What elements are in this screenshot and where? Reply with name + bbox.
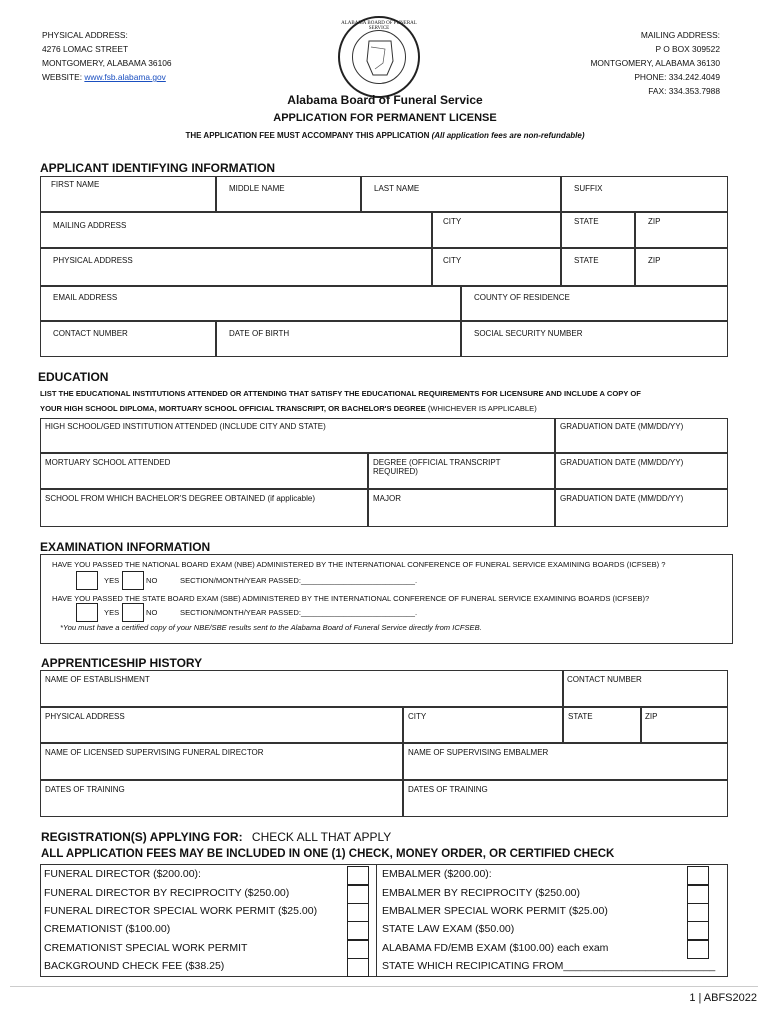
embalmer-checkbox[interactable] bbox=[687, 866, 709, 885]
first-name-field[interactable] bbox=[40, 176, 216, 212]
training-dates-label: DATES OF TRAINING bbox=[45, 785, 125, 794]
education-instructions-bold: YOUR HIGH SCHOOL DIPLOMA, MORTUARY SCHOOL OFFICIAL TRANSCRIPT, OR BACHELOR'S DEGREE bbox=[40, 404, 426, 413]
apprentice-address-field[interactable] bbox=[40, 707, 403, 743]
high-school-label: HIGH SCHOOL/GED INSTITUTION ATTENDED (INCLUDE CITY AND STATE) bbox=[45, 422, 326, 431]
apprentice-zip-field[interactable] bbox=[641, 707, 728, 743]
form-title: APPLICATION FOR PERMANENT LICENSE bbox=[273, 112, 497, 124]
board-title: Alabama Board of Funeral Service bbox=[287, 93, 483, 107]
sbe-no-checkbox[interactable] bbox=[122, 603, 144, 622]
city-label: CITY bbox=[443, 256, 462, 265]
reg-option-right: EMBALMER ($200.00): bbox=[382, 868, 492, 880]
registration-heading bbox=[41, 830, 391, 844]
reg-option-right: EMBALMER SPECIAL WORK PERMIT ($25.00) bbox=[382, 905, 608, 917]
emb-reciprocity-checkbox[interactable] bbox=[687, 885, 709, 904]
reg-option-right: STATE LAW EXAM ($50.00) bbox=[382, 923, 515, 935]
apprentice-address-label: PHYSICAL ADDRESS bbox=[45, 712, 125, 721]
establishment-field[interactable] bbox=[40, 670, 563, 707]
mailing-zip-field[interactable] bbox=[635, 212, 728, 248]
cremationist-checkbox[interactable] bbox=[347, 921, 369, 940]
training-dates-label: DATES OF TRAINING bbox=[408, 785, 488, 794]
middle-name-field[interactable] bbox=[216, 176, 361, 212]
website-label: WEBSITE: bbox=[42, 72, 85, 82]
sbe-passed-field[interactable]: SECTION/MONTH/YEAR PASSED:___________________________. bbox=[180, 608, 418, 617]
zip-label: ZIP bbox=[648, 217, 661, 226]
mailing-state-field[interactable] bbox=[561, 212, 635, 248]
hs-grad-date-field[interactable] bbox=[555, 418, 728, 453]
funeral-director-checkbox[interactable] bbox=[347, 866, 369, 885]
director-training-dates-field[interactable] bbox=[40, 780, 403, 817]
reg-option-left: CREMATIONIST ($100.00) bbox=[44, 923, 171, 935]
physical-state-field[interactable] bbox=[561, 248, 635, 286]
high-school-field[interactable] bbox=[40, 418, 555, 453]
physical-address-field[interactable] bbox=[40, 248, 432, 286]
bachelor-school-field[interactable] bbox=[40, 489, 368, 527]
mailing-city-field[interactable] bbox=[432, 212, 561, 248]
sbe-question: HAVE YOU PASSED THE STATE BOARD EXAM (SBE) ADMINISTERED BY THE INTERNATIONAL CONFERENCE OF FUNERAL SERVICE EXAMINING BOARDS (ICFSEB)? bbox=[52, 594, 650, 603]
physical-city-field[interactable] bbox=[432, 248, 561, 286]
seal-text: ALABAMA BOARD OF FUNERAL SERVICE bbox=[341, 21, 417, 31]
cremationist-permit-checkbox[interactable] bbox=[347, 940, 369, 959]
contact-number-field[interactable] bbox=[40, 321, 216, 357]
ssn-label: SOCIAL SECURITY NUMBER bbox=[474, 329, 583, 338]
fd-emb-exam-checkbox[interactable] bbox=[687, 940, 709, 959]
applicant-section-title: APPLICANT IDENTIFYING INFORMATION bbox=[40, 161, 276, 175]
zip-label: ZIP bbox=[648, 256, 661, 265]
emb-special-permit-checkbox[interactable] bbox=[687, 903, 709, 922]
fee-note-text: THE APPLICATION FEE MUST ACCOMPANY THIS APPLICATION bbox=[185, 131, 430, 140]
registration-divider bbox=[376, 864, 377, 977]
state-law-exam-checkbox[interactable] bbox=[687, 921, 709, 940]
reg-option-left: FUNERAL DIRECTOR ($200.00): bbox=[44, 868, 201, 880]
check-all-note: CHECK ALL THAT APPLY bbox=[251, 830, 392, 844]
education-instructions-2 bbox=[40, 404, 537, 413]
ssn-field[interactable] bbox=[461, 321, 728, 357]
exam-note: *You must have a certified copy of your NBE/SBE results sent to the Alabama Board of Funeral Service directly from ICFSEB. bbox=[60, 623, 482, 632]
nbe-no-checkbox[interactable] bbox=[122, 571, 144, 590]
county-label: COUNTY OF RESIDENCE bbox=[474, 293, 570, 302]
mailing-address-block bbox=[590, 28, 720, 98]
city-label: CITY bbox=[443, 217, 462, 226]
apprentice-contact-label: CONTACT NUMBER bbox=[567, 675, 642, 684]
nbe-yes-checkbox[interactable] bbox=[76, 571, 98, 590]
website-line bbox=[42, 70, 172, 84]
state-label: STATE bbox=[574, 256, 599, 265]
bachelor-grad-date-field[interactable] bbox=[555, 489, 728, 527]
footer-rule bbox=[10, 986, 758, 987]
nbe-no-label: NO bbox=[146, 576, 158, 585]
bachelor-school-label: SCHOOL FROM WHICH BACHELOR'S DEGREE OBTAINED (if applicable) bbox=[45, 494, 316, 503]
establishment-label: NAME OF ESTABLISHMENT bbox=[45, 675, 150, 684]
reg-option-right[interactable]: STATE WHICH RECIPICATING FROM__________________________ bbox=[382, 960, 716, 972]
education-section-title: EDUCATION bbox=[38, 370, 109, 384]
grad-date-label: GRADUATION DATE (MM/DD/YY) bbox=[560, 458, 684, 467]
education-instructions-note: (WHICHEVER IS APPLICABLE) bbox=[427, 404, 537, 413]
education-instructions-1: LIST THE EDUCATIONAL INSTITUTIONS ATTENDED OR ATTENDING THAT SATISFY THE EDUCATIONAL REQUIREMENTS FOR LICENSURE AND INCLUDE A COPY OF bbox=[40, 389, 641, 398]
first-name-label: FIRST NAME bbox=[51, 180, 100, 189]
degree-label: DEGREE (OFFICIAL TRANSCRIPT REQUIRED) bbox=[373, 458, 501, 476]
reg-option-right: ALABAMA FD/EMB EXAM ($100.00) each exam bbox=[382, 942, 609, 954]
supervising-embalmer-label: NAME OF SUPERVISING EMBALMER bbox=[408, 748, 549, 757]
sbe-yes-label: YES bbox=[104, 608, 120, 617]
reg-option-right: EMBALMER BY RECIPROCITY ($250.00) bbox=[382, 887, 581, 899]
apprentice-state-label: STATE bbox=[568, 712, 593, 721]
grad-date-label: GRADUATION DATE (MM/DD/YY) bbox=[560, 494, 684, 503]
email-field[interactable] bbox=[40, 286, 461, 321]
physical-zip-field[interactable] bbox=[635, 248, 728, 286]
fd-reciprocity-checkbox[interactable] bbox=[347, 885, 369, 904]
grad-date-label: GRADUATION DATE (MM/DD/YY) bbox=[560, 422, 684, 431]
physical-address-line: 4276 LOMAC STREET bbox=[42, 44, 129, 54]
reg-option-left: BACKGROUND CHECK FEE ($38.25) bbox=[44, 960, 225, 972]
major-field[interactable] bbox=[368, 489, 555, 527]
mortuary-school-field[interactable] bbox=[40, 453, 368, 489]
seal-map bbox=[352, 30, 406, 84]
sbe-yes-checkbox[interactable] bbox=[76, 603, 98, 622]
page-number: 1 | ABFS2022 bbox=[689, 992, 757, 1004]
dob-field[interactable] bbox=[216, 321, 461, 357]
state-label: STATE bbox=[574, 217, 599, 226]
nbe-yes-label: YES bbox=[104, 576, 120, 585]
major-label: MAJOR bbox=[373, 494, 401, 503]
fee-note bbox=[0, 131, 770, 140]
fee-note-italic: (All application fees are non-refundable) bbox=[431, 131, 585, 140]
embalmer-training-dates-field[interactable] bbox=[403, 780, 728, 817]
middle-name-label: MIDDLE NAME bbox=[229, 184, 285, 193]
last-name-field[interactable] bbox=[361, 176, 561, 212]
mailing-line: P O BOX 309522 bbox=[655, 44, 720, 54]
mailing-line: MAILING ADDRESS: bbox=[640, 30, 720, 40]
supervising-director-label: NAME OF LICENSED SUPERVISING FUNERAL DIRECTOR bbox=[45, 748, 264, 757]
mailing-address-field[interactable] bbox=[40, 212, 432, 248]
apprentice-city-field[interactable] bbox=[403, 707, 563, 743]
reg-option-left: FUNERAL DIRECTOR BY RECIPROCITY ($250.00) bbox=[44, 887, 290, 899]
fees-note: ALL APPLICATION FEES MAY BE INCLUDED IN ONE (1) CHECK, MONEY ORDER, OR CERTIFIED CHECK bbox=[41, 848, 615, 860]
degree-field[interactable] bbox=[368, 453, 555, 489]
apprentice-section-title: APPRENTICESHIP HISTORY bbox=[41, 656, 203, 670]
mortuary-grad-date-field[interactable] bbox=[555, 453, 728, 489]
exam-section-title: EXAMINATION INFORMATION bbox=[40, 540, 211, 554]
physical-address-line: MONTGOMERY, ALABAMA 36106 bbox=[42, 58, 172, 68]
registration-title: REGISTRATION(S) APPLYING FOR: bbox=[41, 830, 243, 844]
fd-special-permit-checkbox[interactable] bbox=[347, 903, 369, 922]
apprentice-city-label: CITY bbox=[408, 712, 427, 721]
background-check-checkbox[interactable] bbox=[347, 958, 369, 977]
physical-address-block bbox=[42, 28, 172, 84]
nbe-passed-field[interactable]: SECTION/MONTH/YEAR PASSED:___________________________. bbox=[180, 576, 418, 585]
sbe-no-label: NO bbox=[146, 608, 158, 617]
apprentice-contact-field[interactable] bbox=[563, 670, 728, 707]
contact-number-label: CONTACT NUMBER bbox=[53, 329, 128, 338]
nbe-question: HAVE YOU PASSED THE NATIONAL BOARD EXAM (NBE) ADMINISTERED BY THE INTERNATIONAL CONFERENCE OF FUNERAL SERVICE EXAMINING BOARDS (ICFSEB) ? bbox=[52, 560, 666, 569]
apprentice-zip-label: ZIP bbox=[645, 712, 658, 721]
mailing-address-label: MAILING ADDRESS bbox=[53, 221, 127, 230]
state-seal bbox=[338, 16, 420, 98]
email-label: EMAIL ADDRESS bbox=[53, 293, 118, 302]
fax-line: FAX: 334.353.7988 bbox=[648, 86, 720, 96]
reg-option-left: FUNERAL DIRECTOR SPECIAL WORK PERMIT ($25.00) bbox=[44, 905, 318, 917]
supervising-embalmer-field[interactable] bbox=[403, 743, 728, 780]
suffix-label: SUFFIX bbox=[574, 184, 603, 193]
mailing-line: MONTGOMERY, ALABAMA 36130 bbox=[590, 58, 720, 68]
dob-label: DATE OF BIRTH bbox=[229, 329, 290, 338]
physical-address-line: PHYSICAL ADDRESS: bbox=[42, 30, 128, 40]
reg-option-left: CREMATIONIST SPECIAL WORK PERMIT bbox=[44, 942, 248, 954]
physical-address-label: PHYSICAL ADDRESS bbox=[53, 256, 133, 265]
website-link[interactable]: www.fsb.alabama.gov bbox=[84, 72, 166, 82]
last-name-label: LAST NAME bbox=[374, 184, 420, 193]
apprentice-state-field[interactable] bbox=[563, 707, 641, 743]
supervising-director-field[interactable] bbox=[40, 743, 403, 780]
mortuary-school-label: MORTUARY SCHOOL ATTENDED bbox=[45, 458, 171, 467]
phone-line: PHONE: 334.242.4049 bbox=[634, 72, 720, 82]
county-field[interactable] bbox=[461, 286, 728, 321]
suffix-field[interactable] bbox=[561, 176, 728, 212]
